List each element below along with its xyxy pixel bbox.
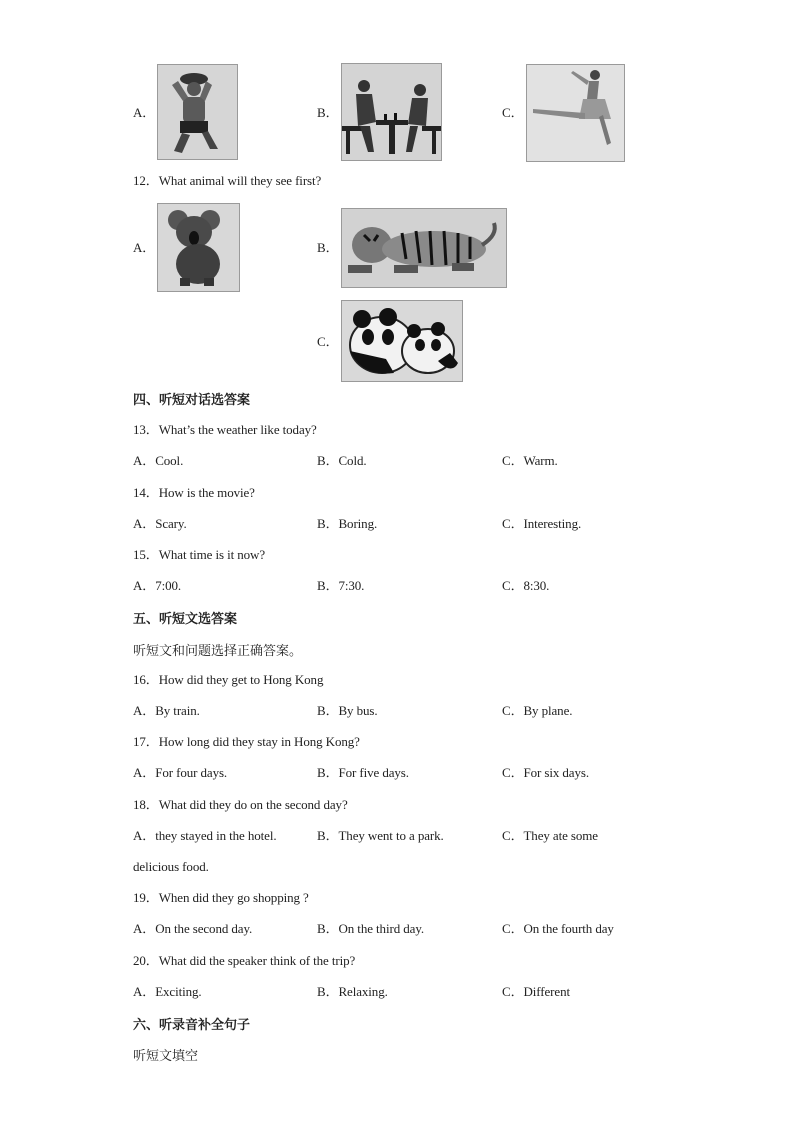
q14-option-b: B．Boring.	[317, 516, 378, 531]
q18-option-c-continued: delicious food.	[133, 859, 209, 874]
q16-option-a: A．By train.	[133, 703, 200, 718]
section-5-instruction: 听短文和问题选择正确答案。	[133, 644, 303, 659]
q11-option-b-letter: B．	[317, 105, 339, 120]
q19-option-c: C．On the fourth day	[502, 921, 614, 936]
q20-option-a: A．Exciting.	[133, 984, 202, 999]
section-4-title: 四、听短对话选答案	[133, 393, 251, 408]
koala-image	[157, 203, 240, 292]
q18-option-c: C．They ate some	[502, 828, 598, 843]
q20-question: 20．What did the speaker think of the trip?	[133, 953, 356, 968]
q11-option-a-letter: A．	[133, 105, 156, 120]
section-6-instruction: 听短文填空	[133, 1049, 199, 1064]
q16-question: 16．How did they get to Hong Kong	[133, 672, 324, 687]
weightlifter-image	[157, 64, 238, 160]
q14-option-c: C．Interesting.	[502, 516, 582, 531]
q13-option-b: B．Cold.	[317, 453, 367, 468]
section-5-title: 五、听短文选答案	[133, 612, 238, 627]
dancer-image	[526, 64, 625, 162]
tiger-image	[341, 208, 507, 288]
q19-option-a: A．On the second day.	[133, 921, 253, 936]
q13-option-c: C．Warm.	[502, 453, 558, 468]
q17-option-a: A．For four days.	[133, 765, 228, 780]
q18-option-a: A．they stayed in the hotel.	[133, 828, 277, 843]
q12-question: 12．What animal will they see first?	[133, 173, 322, 188]
pandas-image	[341, 300, 463, 382]
q20-option-c: C．Different	[502, 984, 570, 999]
q20-option-b: B．Relaxing.	[317, 984, 388, 999]
q19-question: 19．When did they go shopping ?	[133, 890, 309, 905]
q13-question: 13．What’s the weather like today?	[133, 422, 317, 437]
q13-option-a: A．Cool.	[133, 453, 184, 468]
q17-option-b: B．For five days.	[317, 765, 409, 780]
q17-option-c: C．For six days.	[502, 765, 589, 780]
q18-option-b: B．They went to a park.	[317, 828, 444, 843]
q15-option-c: C．8:30.	[502, 578, 550, 593]
q17-question: 17．How long did they stay in Hong Kong?	[133, 734, 360, 749]
q15-option-b: B．7:30.	[317, 578, 365, 593]
q15-option-a: A．7:00.	[133, 578, 182, 593]
q15-question: 15．What time is it now?	[133, 547, 266, 562]
q14-question: 14．How is the movie?	[133, 485, 255, 500]
chess-players-image	[341, 63, 442, 161]
q12-option-a-letter: A．	[133, 240, 156, 255]
q11-option-c-letter: C．	[502, 105, 524, 120]
q12-option-b-letter: B．	[317, 240, 339, 255]
section-6-title: 六、听录音补全句子	[133, 1018, 251, 1033]
q19-option-b: B．On the third day.	[317, 921, 425, 936]
q16-option-c: C．By plane.	[502, 703, 573, 718]
q14-option-a: A．Scary.	[133, 516, 187, 531]
q18-question: 18．What did they do on the second day?	[133, 797, 348, 812]
q16-option-b: B．By bus.	[317, 703, 378, 718]
q12-option-c-letter: C．	[317, 334, 339, 349]
